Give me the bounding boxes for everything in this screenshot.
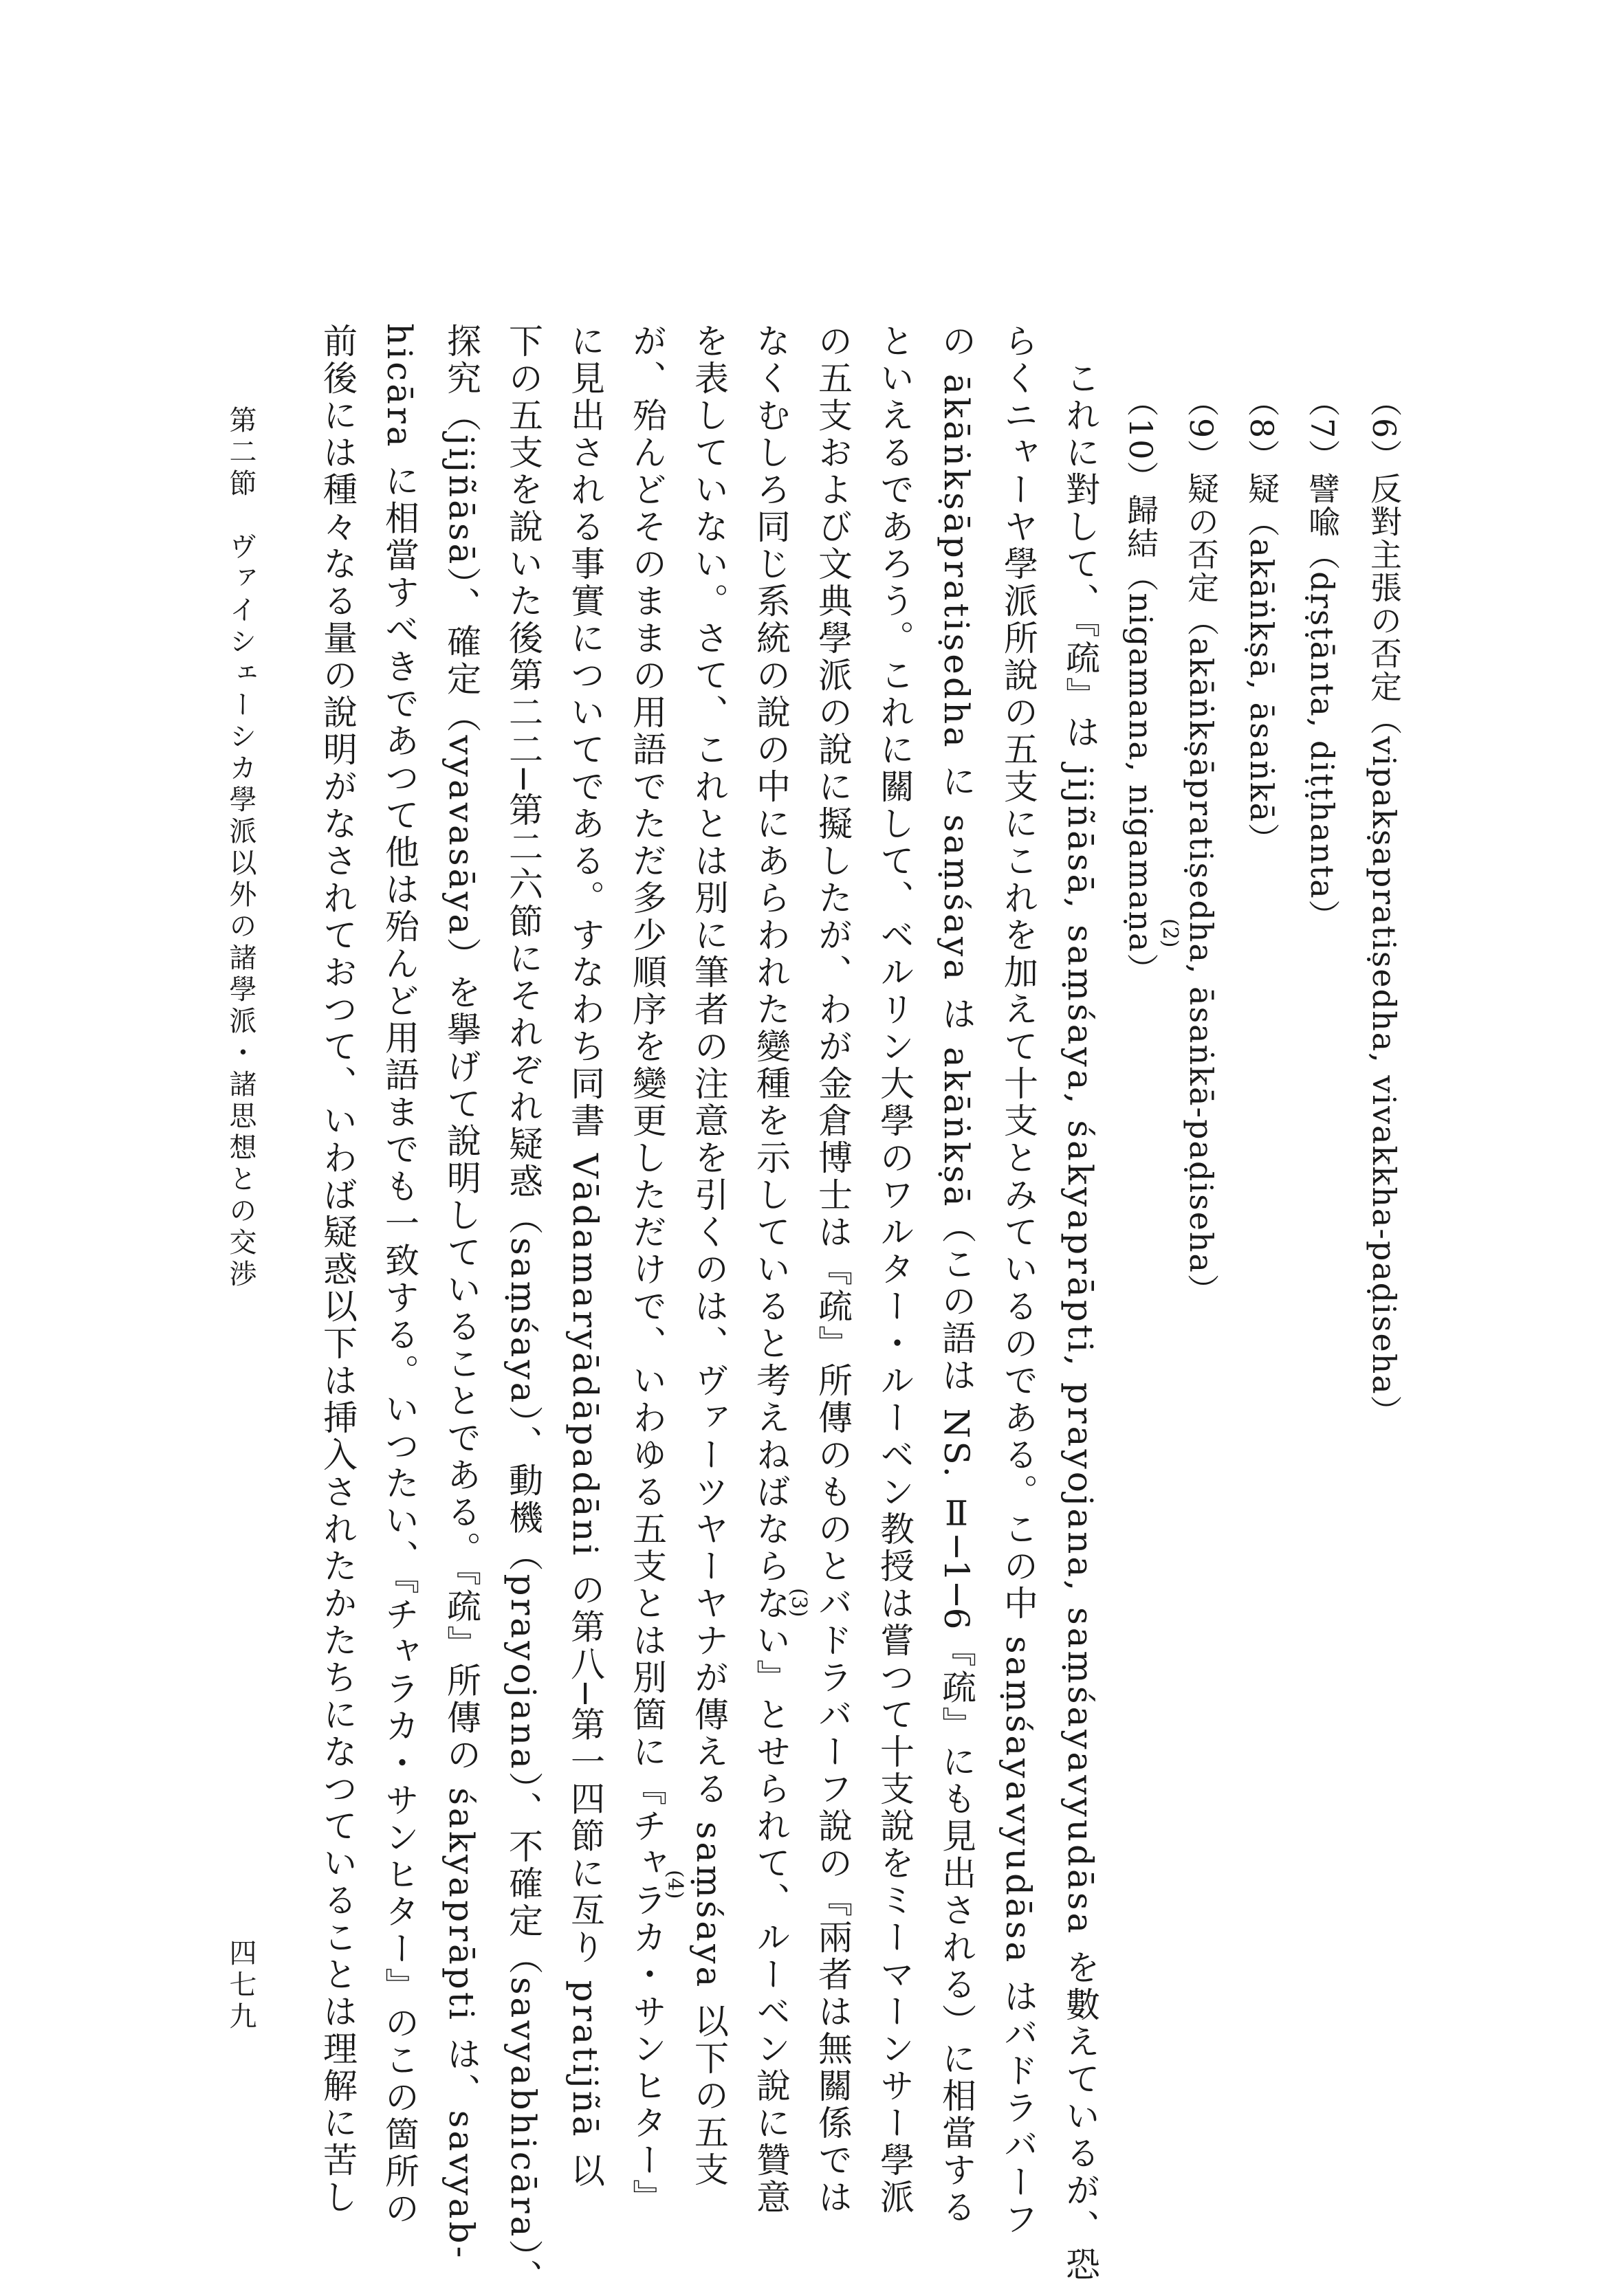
body-line-2: らくニャーヤ學派所說の五支にこれを加えて十支とみているのである。この中 saṃśayavyudāsa はバドラバーフ xyxy=(998,323,1038,2239)
body-line-1: これに對して、『疏』は jijñāsā, saṃśaya, śakyaprāpti, prayojana, saṃśayavyudāsa を數えているが、恐 xyxy=(1060,323,1100,2284)
list-item-8: （8）疑（akāṅkṣā, āsaṅkā） xyxy=(1243,385,1280,857)
running-header: 第二節 ヴァイシェーシカ學派以外の諸學派・諸思想との交渉 xyxy=(225,406,256,1291)
footnote-marker-3: (3) xyxy=(787,1588,811,1618)
list-item-6: （6）反對主張の否定（vipakṣapratiṣedha, vivakkha-paḍiseha） xyxy=(1366,385,1403,1428)
body-line-6: なくむしろ同じ系統の說の中にあらわれた變種を示していると考えねばならない』とせられて、ルーベン說に贊意 xyxy=(751,323,791,2216)
body-line-12: hicāra に相當すべきであつて他は殆んど用語までも一致する。いつたい、『チャラカ・サンヒター』のこの箇所の xyxy=(380,323,419,2228)
body-line-8: が、殆んどそのままの用語でただ多少順序を變更しただけで、いわゆる五支とは別箇に『チャラカ・サンヒター』 xyxy=(627,323,667,2216)
body-line-4: といえるであろう。これに關して、ベルリン大學のワルター・ルーベン教授は嘗つて十支說をミーマーンサー學派 xyxy=(875,323,915,2216)
list-item-10: （10）歸結（nigamana, nigamaṇa） xyxy=(1122,385,1159,986)
body-line-10: 下の五支を說いた後第二二─第二六節にそれぞれ疑惑（saṃśaya）、動機（prayojana）、不確定（savyabhicāra）、 xyxy=(503,323,543,2296)
body-line-5: の五支および文典學派の說に擬したが、わが金倉博士は『疏』所傳のものとバドラバーフ說の『兩者は無關係では xyxy=(813,323,853,2216)
body-line-13: 前後には種々なる量の說明がなされておつて、いわば疑惑以下は挿入されたかたちになつていることは理解に苦し xyxy=(318,323,358,2216)
footnote-marker-2: (2) xyxy=(1158,918,1182,948)
body-line-7: を表していない。さて、これとは別に筆者の注意を引くのは、ヴァーツヤーヤナが傳える saṃśaya 以下の五支 xyxy=(689,323,729,2189)
page-number: 四七九 xyxy=(225,1939,256,2033)
list-item-9: （9）疑の否定（akāṅkṣāpratiṣedha, āsaṅkā-paḍiseha） xyxy=(1183,385,1220,1307)
body-line-3: の ākāṅkṣāpratiṣedha に saṃśaya は akāṅkṣā（この語は NS. Ⅱ─1─6『疏』にも見出される）に相當する xyxy=(937,323,976,2227)
list-item-7: （7）譬喩（dṛṣṭānta, diṭṭhanta） xyxy=(1304,385,1341,933)
footnote-marker-4: (4) xyxy=(663,1870,687,1899)
body-line-9: に見出される事實についてである。すなわち同書 Vādamaryādāpadāni の第八─第一四節に亙り pratijñā 以 xyxy=(565,323,605,2190)
body-line-11: 探究（jijñāsā）、確定（vyavasāya）を擧げて說明していることである。『疏』所傳の śakyaprāpti は、savyab- xyxy=(441,323,481,2261)
